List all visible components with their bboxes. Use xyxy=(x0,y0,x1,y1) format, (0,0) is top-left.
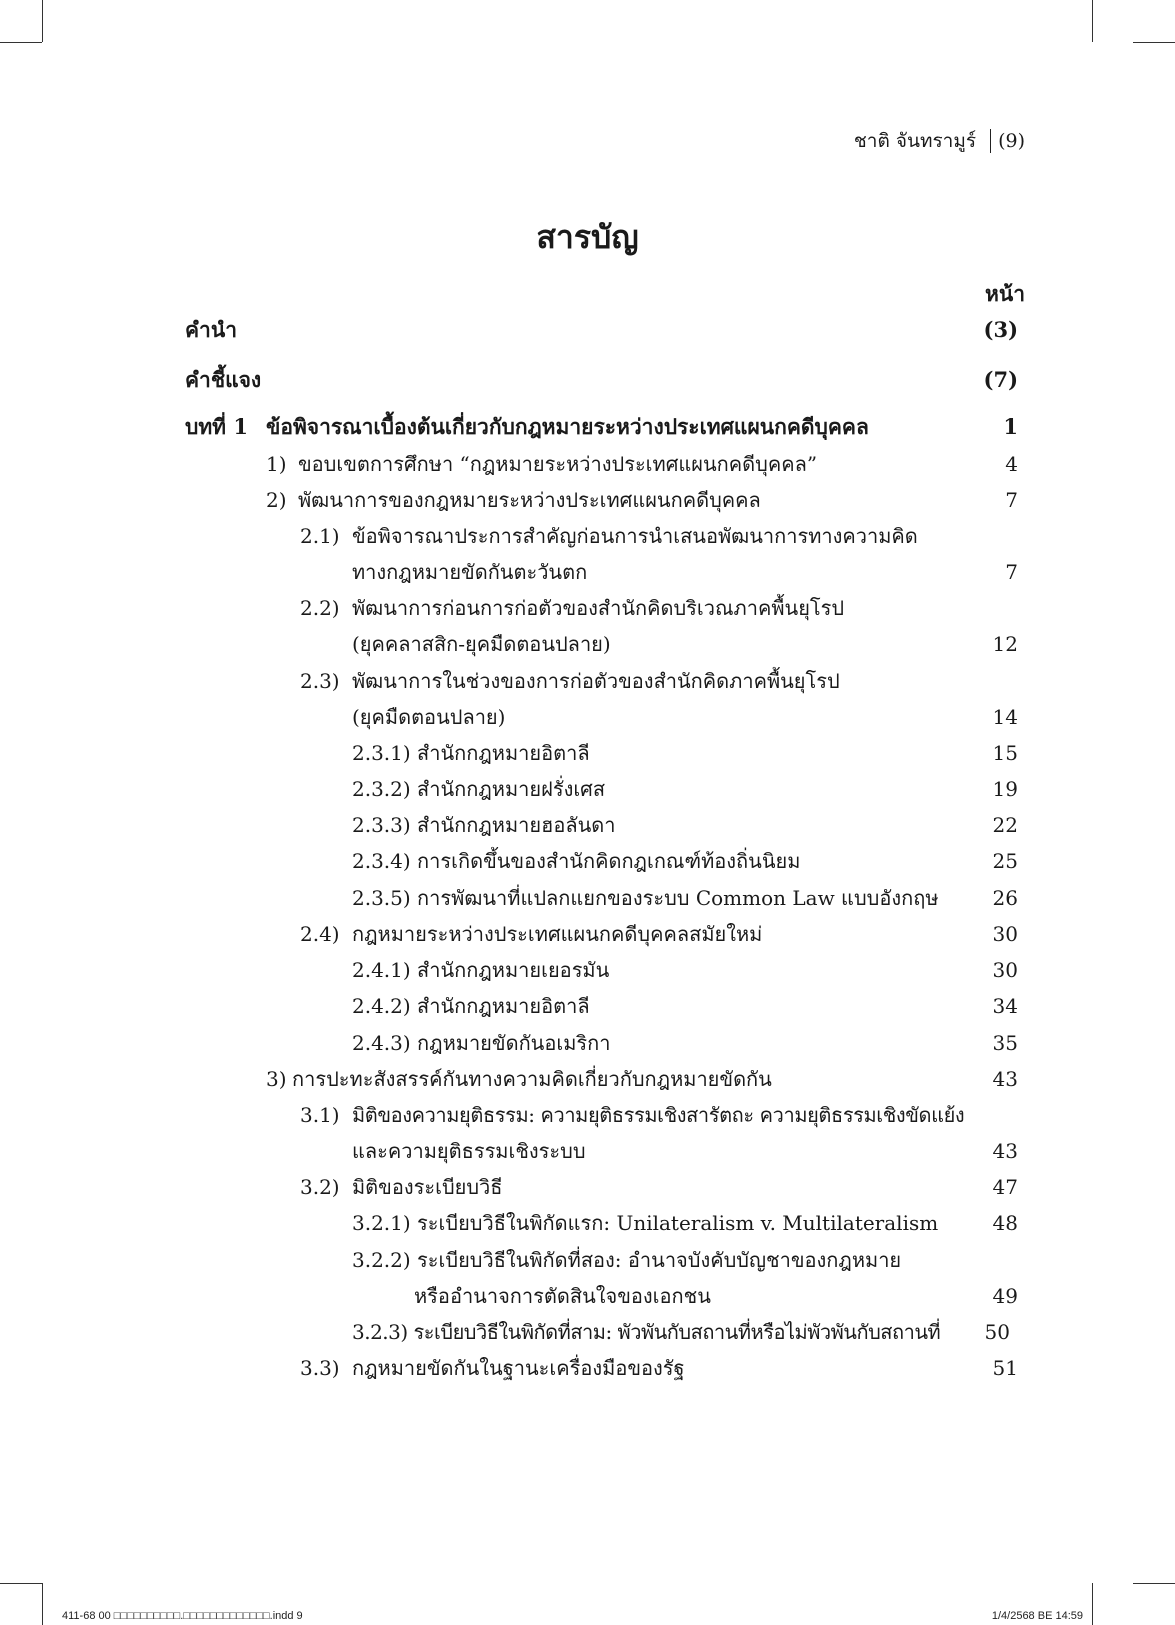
toc-entry-number: 3) xyxy=(266,1067,287,1091)
crop-mark-top-left xyxy=(42,0,43,42)
toc-entry-page: 48 xyxy=(992,1211,1018,1235)
toc-entry-page: 22 xyxy=(992,813,1018,837)
toc-entry-number: บทที่ 1 xyxy=(185,414,248,439)
toc-entry-text: พัฒนาการของกฎหมายระหว่างประเทศแผนกคดีบุคคล xyxy=(298,488,761,512)
toc-entry-text: มิติของความยุติธรรม: ความยุติธรรมเชิงสารัตถะ ความยุติธรรมเชิงขัดแย้ง xyxy=(352,1103,965,1127)
crop-mark-bottom-left xyxy=(42,1583,43,1625)
toc-entry-page: 7 xyxy=(1005,488,1018,512)
toc-entry-page: 47 xyxy=(992,1175,1018,1199)
toc-entry-text: คำนำ xyxy=(185,317,237,342)
toc-entry-number: 3.2) xyxy=(300,1175,340,1199)
toc-entry-page: 26 xyxy=(992,886,1018,910)
crop-mark-bottom-right-h xyxy=(1133,1583,1175,1584)
toc-entry-text: พัฒนาการก่อนการก่อตัวของสำนักคิดบริเวณภาคพื้นยุโรป xyxy=(352,596,845,620)
toc-entry-number: 2.4) xyxy=(300,922,340,946)
toc-entry-page: 34 xyxy=(992,994,1018,1018)
toc-entry-text: 2.3.2) สำนักกฎหมายฝรั่งเศส xyxy=(352,777,606,801)
crop-mark-top-right-h xyxy=(1133,42,1175,43)
toc-entry-number: 3.1) xyxy=(300,1103,340,1127)
toc-entry-text: 3.2.2) ระเบียบวิธีในพิกัดที่สอง: อำนาจบังคับบัญชาของกฎหมาย xyxy=(352,1248,902,1272)
running-head-page: (9) xyxy=(998,130,1025,152)
toc-entry-text: กฎหมายขัดกันในฐานะเครื่องมือของรัฐ xyxy=(352,1356,685,1380)
toc-entry-text: 2.4.1) สำนักกฎหมายเยอรมัน xyxy=(352,958,610,982)
toc-entry-page: 15 xyxy=(992,741,1018,765)
toc-entry-page: (3) xyxy=(983,317,1018,342)
toc-entry-text: 2.4.2) สำนักกฎหมายอิตาลี xyxy=(352,994,590,1018)
crop-mark-bottom-right xyxy=(1092,1583,1093,1625)
toc-entry-text: 2.3.5) การพัฒนาที่แปลกแยกของระบบ Common Law แบบอังกฤษ xyxy=(352,886,939,910)
page-title: สารบัญ xyxy=(536,218,639,256)
toc-entry-page: 12 xyxy=(992,632,1018,656)
toc-entry-number: 2.3) xyxy=(300,669,340,693)
toc-entry-number: 2) xyxy=(266,488,287,512)
toc-entry-text: ข้อพิจารณาประการสำคัญก่อนการนำเสนอพัฒนาการทางความคิด xyxy=(352,524,918,548)
toc-entry-text: 2.4.3) กฎหมายขัดกันอเมริกา xyxy=(352,1031,611,1055)
toc-entry-page: 50 xyxy=(984,1320,1010,1344)
toc-entry-number: 2.1) xyxy=(300,524,340,548)
toc-entry-number: 2.2) xyxy=(300,596,340,620)
toc-entry-page: 4 xyxy=(1005,452,1018,476)
toc-entry-page: 14 xyxy=(992,705,1018,729)
crop-mark-top-left-h xyxy=(0,42,42,43)
toc-entry-number: 1) xyxy=(266,452,287,476)
toc-entry-text: 3.2.3) ระเบียบวิธีในพิกัดที่สาม: พัวพันกับสถานที่หรือไม่พัวพันกับสถานที่ xyxy=(352,1320,941,1344)
toc-entry-page: 43 xyxy=(992,1139,1018,1163)
toc-entry-text: ทางกฎหมายขัดกันตะวันตก xyxy=(352,560,588,584)
toc-entry-text: (ยุคมืดตอนปลาย) xyxy=(352,705,506,729)
toc-entry-text: 3.2.1) ระเบียบวิธีในพิกัดแรก: Unilateralism v. Multilateralism xyxy=(352,1211,939,1235)
toc-entry-page: 19 xyxy=(992,777,1018,801)
toc-entry-text: คำชี้แจง xyxy=(185,367,262,392)
toc-entry-page: 7 xyxy=(1005,560,1018,584)
toc-entry-number: 3.3) xyxy=(300,1356,340,1380)
toc-entry-text: กฎหมายระหว่างประเทศแผนกคดีบุคคลสมัยใหม่ xyxy=(352,922,763,946)
running-head-divider xyxy=(990,129,991,153)
footer-file-info: 411-68 00 □□□□□□□□□□.□□□□□□□□□□□□□.indd 9 xyxy=(62,1610,303,1622)
crop-mark-top-right xyxy=(1092,0,1093,42)
toc-entry-page: 51 xyxy=(992,1356,1018,1380)
toc-entry-page: (7) xyxy=(983,367,1018,392)
running-head-author: ชาติ จันทรามูร์ xyxy=(853,130,977,152)
toc-entry-text: (ยุคคลาสสิก-ยุคมืดตอนปลาย) xyxy=(352,632,611,656)
toc-entry-text: 2.3.3) สำนักกฎหมายฮอลันดา xyxy=(352,813,616,837)
toc-entry-page: 43 xyxy=(992,1067,1018,1091)
toc-entry-page: 1 xyxy=(1003,414,1018,439)
toc-entry-text: ข้อพิจารณาเบื้องต้นเกี่ยวกับกฎหมายระหว่างประเทศแผนกคดีบุคคล xyxy=(266,414,869,439)
crop-mark-bottom-left-h xyxy=(0,1583,42,1584)
toc-entry-text: มิติของระเบียบวิธี xyxy=(352,1175,503,1199)
toc-entry-page: 30 xyxy=(992,958,1018,982)
toc-entry-text: หรืออำนาจการตัดสินใจของเอกชน xyxy=(414,1284,711,1308)
toc-entry-text: 2.3.1) สำนักกฎหมายอิตาลี xyxy=(352,741,590,765)
toc-entry-text: ขอบเขตการศึกษา “กฎหมายระหว่างประเทศแผนกคดีบุคคล” xyxy=(298,452,818,476)
toc-entry-page: 35 xyxy=(992,1031,1018,1055)
page-column-heading: หน้า xyxy=(985,281,1025,306)
footer-datetime: 1/4/2568 BE 14:59 xyxy=(991,1610,1083,1622)
toc-entry-text: พัฒนาการในช่วงของการก่อตัวของสำนักคิดภาคพื้นยุโรป xyxy=(352,669,840,693)
toc-entry-page: 25 xyxy=(992,849,1018,873)
toc-entry-page: 30 xyxy=(992,922,1018,946)
toc-entry-text: และความยุติธรรมเชิงระบบ xyxy=(352,1139,586,1163)
toc-entry-page: 49 xyxy=(992,1284,1018,1308)
toc-entry-text: การปะทะสังสรรค์กันทางความคิดเกี่ยวกับกฎหมายขัดกัน xyxy=(292,1067,772,1091)
running-head xyxy=(854,126,1025,156)
toc-entry-text: 2.3.4) การเกิดขึ้นของสำนักคิดกฎเกณฑ์ท้องถิ่นนิยม xyxy=(352,849,801,873)
